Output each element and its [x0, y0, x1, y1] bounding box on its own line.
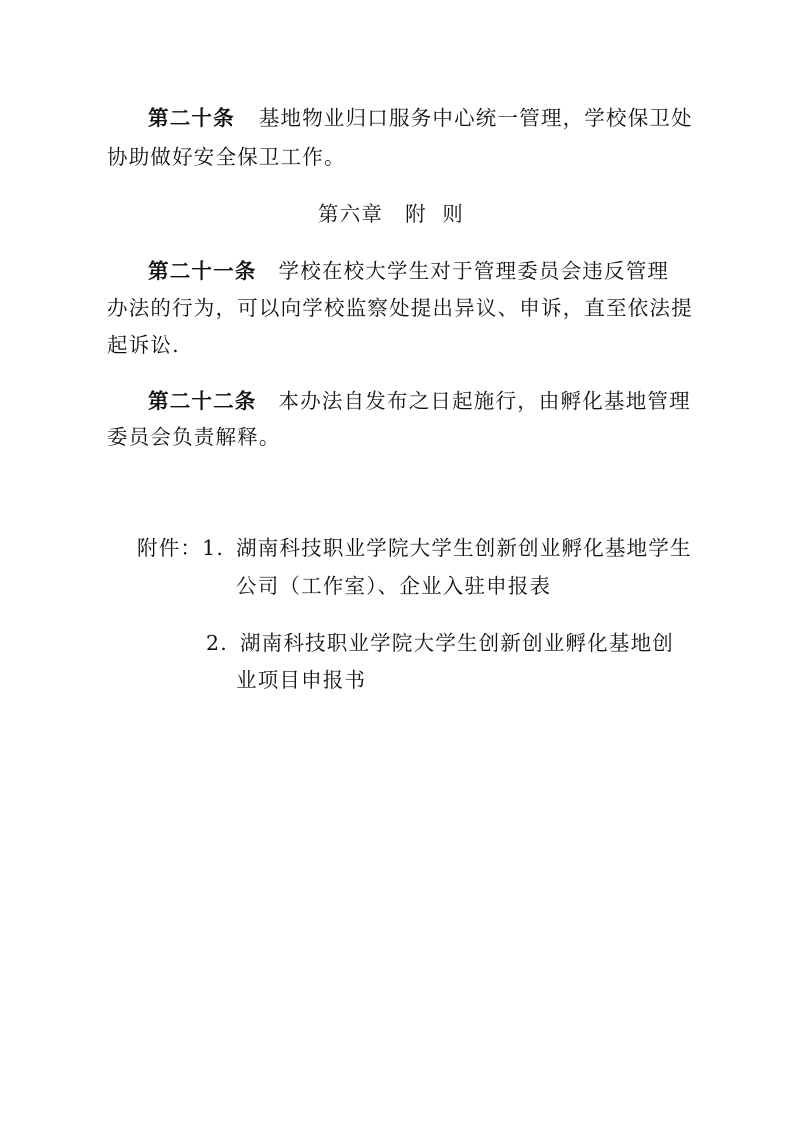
- attachment-2-line-1: [206, 628, 674, 658]
- attachment-1-title-1: 湖南科技职业学院大学生创新创业孵化基地学生: [236, 536, 692, 560]
- article-21-line-3: [107, 330, 180, 360]
- article-20-line-2: [107, 142, 346, 172]
- attachment-1-number: 1.: [202, 536, 225, 560]
- article-22-text-2: 委员会负责解释。: [107, 425, 281, 449]
- article-21-line-1: [148, 256, 669, 286]
- attachment-2-line-2: [236, 665, 366, 695]
- article-20-line-1: [148, 103, 693, 133]
- article-20-text-2: 协助做好安全保卫工作。: [107, 145, 346, 169]
- article-22-line-2: [107, 422, 281, 452]
- attachment-2-number: 2.: [206, 631, 228, 655]
- attachments-label: 附件：: [137, 536, 203, 560]
- article-21-text-3: 起诉讼.: [107, 333, 180, 357]
- article-20-heading: 第二十条: [148, 106, 235, 130]
- attachment-2-title-2: 业项目申报书: [236, 668, 367, 692]
- attachment-1-line-1: [137, 533, 692, 563]
- article-21-heading: 第二十一条: [148, 259, 257, 283]
- attachment-1-line-2: [236, 571, 551, 601]
- article-22-heading: 第二十二条: [148, 389, 257, 413]
- chapter-6-title: [318, 199, 464, 229]
- chapter-6-number: 第六章: [318, 202, 384, 226]
- article-21-text-2: 办法的行为，可以向学校监察处提出异议、申诉，直至依法提: [107, 296, 693, 320]
- chapter-6-name: 附 则: [405, 202, 464, 226]
- attachment-1-title-2: 公司（工作室）、企业入驻申报表: [236, 574, 552, 598]
- article-22-text-1: 本办法自发布之日起施行，由孵化基地管理: [278, 389, 691, 413]
- article-21-line-2: [107, 293, 693, 323]
- article-20-text-1: 基地物业归口服务中心统一管理，学校保卫处: [258, 106, 693, 130]
- article-21-text-1: 学校在校大学生对于管理委员会违反管理: [278, 259, 670, 283]
- attachment-2-title-1: 湖南科技职业学院大学生创新创业孵化基地创: [239, 631, 674, 655]
- article-22-line-1: [148, 386, 691, 416]
